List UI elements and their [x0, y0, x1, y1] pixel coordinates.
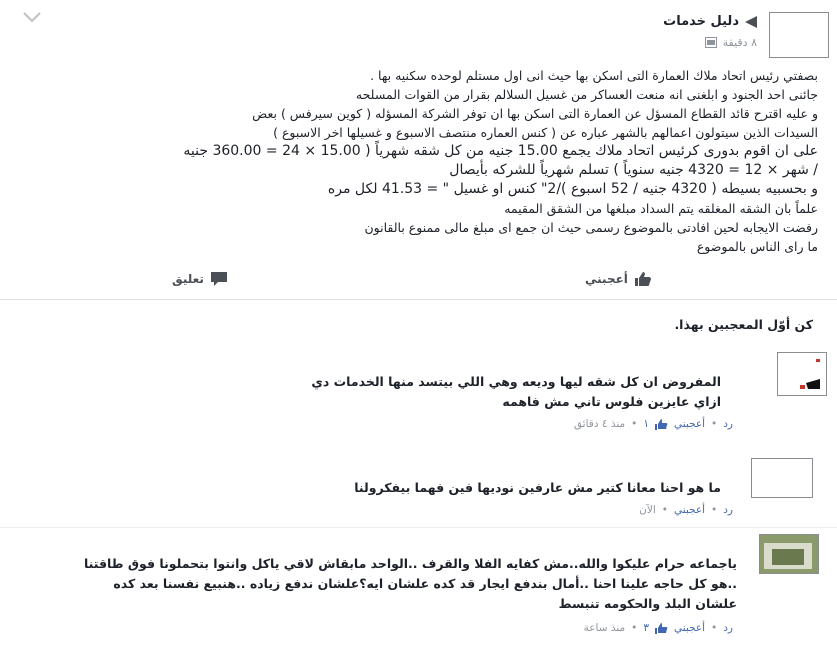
commenter-avatar[interactable] [759, 534, 819, 574]
like-count-icon [655, 419, 668, 430]
post-line: / شهر × 12 = 4320 جنيه سنوياً ) تسلم شهرياً للشركه بأيصال [449, 162, 818, 178]
play-icon [745, 16, 757, 28]
post-time[interactable]: ٨ دقيقة [722, 36, 757, 49]
comment-button[interactable] [172, 271, 228, 287]
comment [0, 352, 837, 442]
avatar-image [759, 535, 818, 574]
post-line: السيدات الذين سيتولون اعمالهم بالشهر عباره عن ( كنس العماره منتصف الاسبوع و غسيلها اخر الاسبوع ) [273, 125, 818, 140]
post-line: ما راى الناس بالموضوع [696, 239, 818, 254]
comment-line: ..هو كل حاجه علينا احنا ..أمال بندفع ايجار قد كده علشان ايه؟علشان ندفع زياده ..هنبيع نفسنا بعد كده [113, 576, 737, 591]
post-line: و عليه اقترح قائد القطاع المسؤل عن العمارة التى اسكن بها ان توفر الشركة المسؤله ( كوين سيرفس ) بعض [252, 106, 818, 121]
post-line: رفضت الايجابه لحين افادتى بالموضوع رسمى حيث ان جمع اى مبلغ مالى ممنوع بالقانون [364, 220, 818, 235]
post-line: بصفتي رئيس اتحاد ملاك العمارة التى اسكن بها حيث انى اول مستلم لوحده سكنيه بها . [370, 68, 818, 83]
comment-text [354, 478, 721, 498]
like-button[interactable] [585, 271, 652, 287]
comment-time[interactable]: منذ ٤ دقائق [573, 418, 626, 430]
like-count-icon [655, 623, 668, 634]
comment [0, 458, 837, 518]
comment-label: تعليق [172, 272, 204, 286]
thumbs-up-icon [634, 271, 652, 287]
author-row [663, 14, 757, 29]
comment-line: علشان البلد والحكومه تنبسط [558, 596, 737, 611]
audience-icon [705, 37, 717, 48]
reply-link[interactable]: رد [723, 418, 733, 430]
post-line: و بحسبيه بسيطه ( 4320 جنيه / 52 اسبوع )/2" كنس او غسيل " = 41.53 لكل مره [327, 181, 818, 197]
commenter-avatar[interactable] [751, 458, 813, 498]
author-name[interactable]: دليل خدمات [663, 14, 739, 29]
like-count[interactable]: ٣ [643, 622, 649, 634]
comment-divider [0, 527, 837, 528]
comment [0, 534, 837, 644]
post-body [18, 66, 818, 256]
comment-line: ما هو احنا معانا كتير مش عارفين نوديها فين فهما بيفكرولنا [354, 480, 721, 495]
comment-meta: رد • أعجبني ١ • منذ ٤ دقائق [573, 418, 733, 430]
comment-meta: رد • أعجبني ٣ • منذ ساعة [583, 622, 733, 634]
comment-line: ازاي عايزين فلوس تاني مش فاهمه [502, 394, 721, 409]
comment-like-link[interactable]: أعجبني [673, 622, 706, 634]
comment-time[interactable]: الآن [639, 504, 656, 516]
comment-text [311, 372, 721, 412]
comment-text [84, 554, 737, 614]
post-card [0, 0, 837, 300]
comment-icon [210, 271, 228, 287]
post-actions [0, 265, 837, 297]
author-avatar[interactable] [769, 12, 829, 58]
avatar-image [777, 353, 826, 396]
comment-line: ياجماعه حرام عليكوا والله..مش كفايه الفلا والقرف ..الواحد مابقاش لاقي ياكل وانتوا بتحملونا فوق طاقتنا [83, 556, 737, 571]
reply-link[interactable]: رد [723, 622, 733, 634]
comment-meta: رد • أعجبني • الآن [639, 504, 733, 516]
comment-time[interactable]: منذ ساعة [583, 622, 626, 634]
like-label: أعجبني [585, 272, 628, 286]
post-time-row [705, 36, 757, 49]
likers-text: كن أوّل المعجبين بهذا. [674, 317, 813, 332]
post-header [429, 12, 829, 58]
post-line: على ان اقوم بدورى كرئيس اتحاد ملاك يجمع 15.00 جنيه من كل شقه شهرياً ( 15.00 × 24 = 360.00 جنيه [183, 143, 818, 159]
like-count[interactable]: ١ [643, 418, 649, 430]
post-line: علماً بان الشقه المغلقه يتم السداد مبلغها من الشقق المقيمه [504, 201, 818, 216]
comment-line: المفروض ان كل شقه ليها وديعه وهي اللي بيتسد منها الخدمات دي [311, 374, 721, 389]
comment-like-link[interactable]: أعجبني [673, 504, 706, 516]
reply-link[interactable]: رد [723, 504, 733, 516]
post-line: جائنى احد الجنود و ابلغنى انه منعت العساكر من غسيل السلالم بقرار من القوات المسلحه [355, 87, 818, 102]
comment-like-link[interactable]: أعجبني [673, 418, 706, 430]
commenter-avatar[interactable] [777, 352, 827, 396]
